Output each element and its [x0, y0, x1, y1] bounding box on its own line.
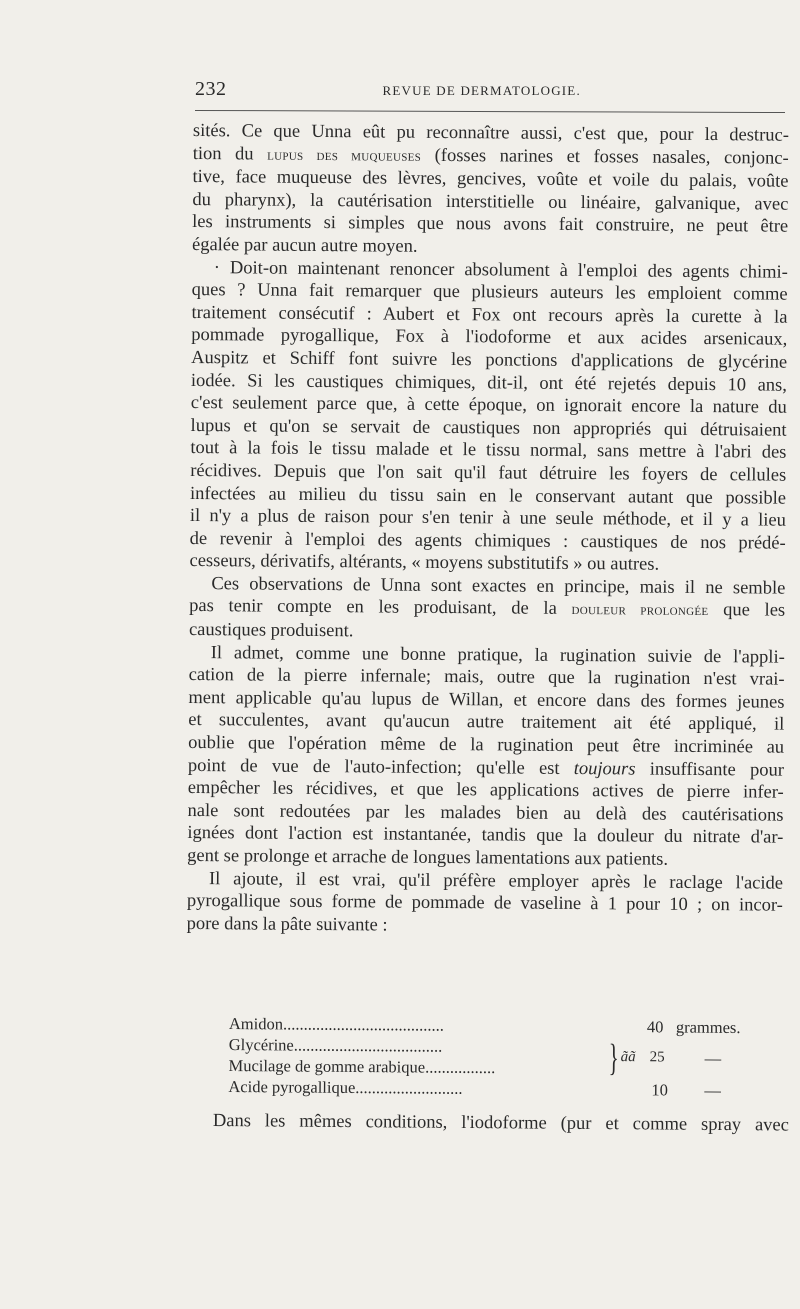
text-segment: Il ajoute, il est vrai, qu'il préfère employer après le raclage l'acide — [208, 868, 784, 894]
text-segment: cesseurs, dérivatifs, altérants, « moyens substitutifs » ou autres. — [189, 551, 660, 575]
text-segment: récidives. Depuis que l'on sait qu'il faut détruire les foyers de cellules — [190, 460, 787, 486]
ingredient-name: Amidon....................................... — [228, 1013, 444, 1035]
text-segment: pyrogallique sous forme de pommade de vaseline à 1 pour 10 ; on incor- — [186, 891, 783, 916]
paragraph — [187, 868, 784, 940]
running-title: REVUE DE DERMATOLOGIE. — [382, 83, 581, 98]
text-segment: Il admet, comme une bonne pratique, la rugination suivie de l'appli- — [210, 642, 785, 668]
text-segment: c'est seulement parce que, à cette époque, on ignorait encore la nature du — [190, 393, 787, 418]
text-segment: empêcher les récidives, et que les applications actives de pierre infer- — [187, 778, 784, 803]
text-segment: · Doit-on maintenant renoncer absolument à l'emploi des agents chimi- — [213, 257, 788, 283]
text-segment: traitement consécutif : Aubert et Fox ont recours après la curette à la — [191, 302, 788, 328]
ditto-dash: — — [704, 1080, 721, 1100]
paragraph — [189, 257, 787, 578]
text-segment: point de vue de l'auto-infection; qu'elle est — [187, 755, 574, 779]
paragraph — [192, 120, 789, 261]
paragraph — [189, 573, 786, 646]
text-segment: pommade pyrogallique, Fox à l'iodoforme et aux acides arsenicaux, — [191, 325, 788, 351]
text-segment: insuffisante pour — [635, 759, 784, 781]
paragraph — [187, 642, 785, 873]
ana-abbreviation: ãã — [620, 1049, 636, 1066]
text-segment: de revenir à l'emploi des agents chimiques : caustiques de nos prédé- — [189, 528, 786, 554]
text-segment: sités. Ce que Unna eût pu reconnaître aussi, c'est que, pour la destruc- — [192, 120, 789, 146]
text-segment: il n'y a plus de raison pour s'en tenir à une seule méthode, et il y a lieu — [189, 506, 786, 531]
text-segment: tout à la fois le tissu malade et le tissu normal, sans mettre à l'abri des — [190, 438, 787, 463]
ingredient-quantity: 10 — [651, 1080, 668, 1100]
italic-text: toujours — [573, 758, 636, 780]
recipe-row-acide — [228, 1076, 768, 1101]
text-segment: ignées dont l'action est instantanée, tandis que la douleur du nitrate d'ar- — [187, 823, 784, 849]
right-brace-icon: } — [608, 1036, 619, 1080]
continuation-line: Dans les mêmes conditions, l'iodoforme (pur et comme spray avec — [212, 1111, 789, 1136]
text-segment: les instruments si simples que nous avons fait construire, ne peut être — [192, 212, 789, 238]
text-segment: nale sont redoutées par les malades bien au delà des cautérisations — [187, 800, 784, 826]
text-segment: gent se prolonge et arrache de longues lamentations aux patients. — [187, 845, 669, 870]
text-segment: oublie que l'opération même de la rugination peut être incriminée au — [188, 733, 785, 758]
ingredient-name: Acide pyrogallique.......................... — [228, 1076, 463, 1098]
text-segment: pore dans la pâte suivante : — [186, 913, 388, 936]
text-segment: ment applicable qu'au lupus de Willan, et encore dans des formes jeunes — [188, 687, 785, 713]
header-rule — [195, 110, 785, 113]
recipe-group-aa — [229, 1034, 769, 1080]
page-header — [195, 78, 785, 106]
small-caps-text: douleur prolongée — [571, 602, 709, 620]
text-segment: tion du — [192, 143, 268, 165]
ingredient-unit: grammes. — [675, 1017, 741, 1038]
text-segment: iodée. Si les caustiques chimiques, dit-il, ont été rejetés depuis 10 ans, — [190, 370, 788, 396]
text-segment: égalée par aucun autre moyen. — [191, 234, 418, 257]
text-segment: (fosses narines et fosses nasales, conjonc- — [421, 145, 789, 169]
text-segment: pas tenir compte en les produisant, de la — [189, 596, 572, 620]
text-segment: ques ? Unna fait remarquer que plusieurs auteurs les emploient comme — [191, 280, 788, 305]
text-segment: cation de la pierre infernale; mais, outre que la rugination n'est vrai- — [188, 665, 785, 690]
body-text — [187, 120, 789, 940]
ingredient-name: Mucilage de gomme arabique................. — [228, 1055, 496, 1078]
ditto-dash: — — [704, 1048, 722, 1068]
text-segment: caustiques produisent. — [188, 620, 354, 642]
small-caps-text: lupus des muqueuses — [267, 147, 422, 165]
text-segment: que les — [708, 600, 786, 622]
text-segment: Ces observations de Unna sont exactes en principe, mais il ne semble — [211, 574, 786, 599]
ingredient-name: Glycérine.................................... — [228, 1034, 443, 1056]
recipe-table — [228, 1013, 769, 1101]
text-segment: et succulentes, avant qu'aucun autre traitement ait été appliqué, il — [188, 710, 785, 736]
page-number: 232 — [195, 78, 227, 100]
ingredient-quantity: 25 — [649, 1049, 665, 1066]
text-segment: Auspitz et Schiff font suivre les ponctions d'applications de glycérine — [191, 347, 788, 373]
text-segment: tive, face muqueuse des lèvres, gencives, voûte et voile du palais, voûte — [192, 167, 789, 192]
text-line — [187, 913, 783, 940]
text-segment: lupus et qu'on se servait de caustiques non appropriés qui détruisaient — [190, 415, 787, 441]
ingredient-quantity: 40 — [646, 1017, 664, 1037]
text-segment: infectées au milieu du tissu sain en le conservant autant que possible — [189, 483, 787, 509]
text-segment: du pharynx), la cautérisation interstitielle ou linéaire, galvanique, avec — [192, 189, 789, 215]
